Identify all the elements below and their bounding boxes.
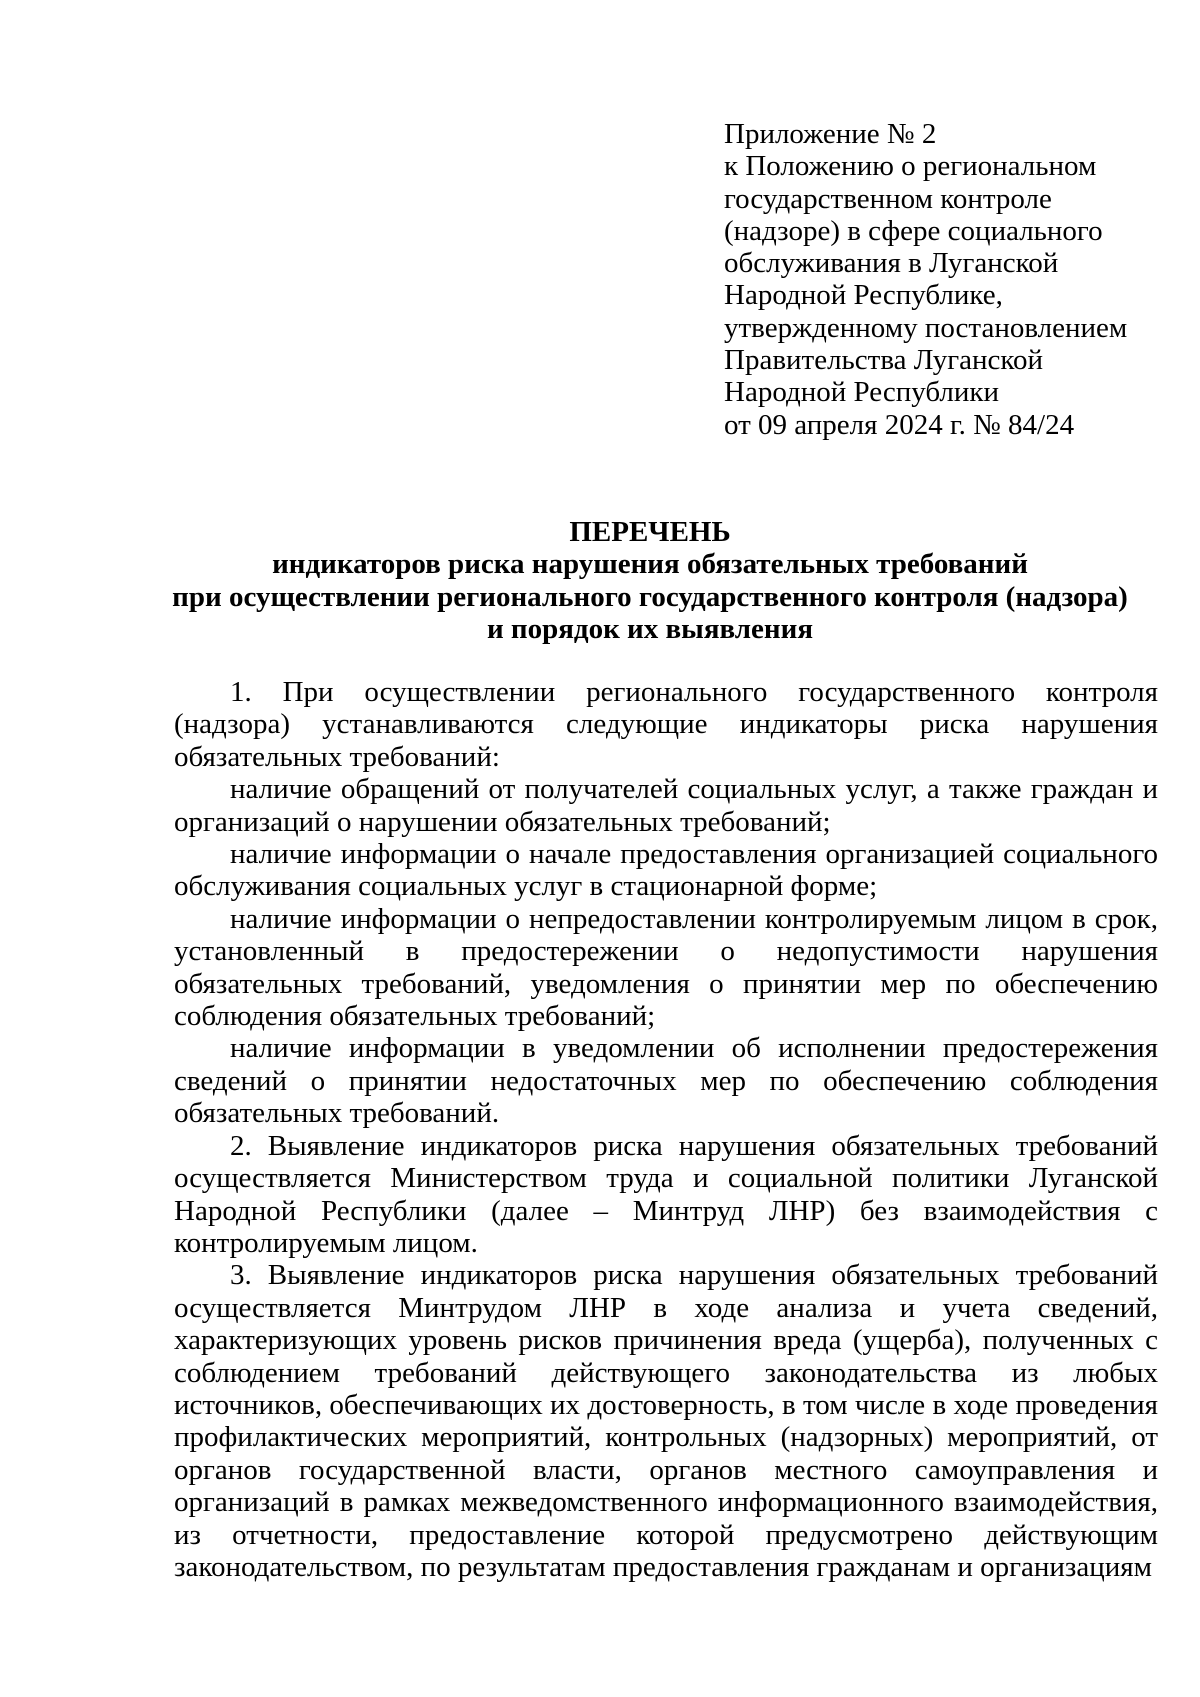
paragraph: наличие информации в уведомлении об исполнении предостережения сведений о принятии недостаточных мер по обеспечению соблюдения обязательных требований. [174,1032,1158,1130]
paragraph: 2. Выявление индикаторов риска нарушения обязательных требований осуществляется Министерством труда и социальной политики Луганской Народной Республики (далее – Минтруд ЛНР) без взаимодействия с контролируемым лицом. [174,1129,1158,1259]
appendix-header [724,118,1184,441]
paragraph: 3. Выявление индикаторов риска нарушения обязательных требований осуществляется Минтрудом ЛНР в ходе анализа и учета сведений, характеризующих уровень рисков причинения вреда (ущерба), полученных с соблюдением требований действующего законодательства из любых источников, обеспечивающих их достоверность, в том числе в ходе проведения профилактических мероприятий, контрольных (надзорных) мероприятий, от органов государственной власти, органов местного самоуправления и организаций в рамках межведомственного информационного взаимодействия, из отчетности, предоставление которой предусмотрено действующим законодательством, по результатам предоставления гражданам и организациям [174,1259,1158,1583]
title-line: и порядок их выявления [486,612,814,645]
title-line: при осуществлении регионального государственного контроля (надзора) [172,580,1128,613]
document-title [150,516,1150,645]
appendix-line: утвержденному постановлением [724,311,1128,344]
title-line: ПЕРЕЧЕНЬ [569,516,731,548]
appendix-line: государственном контроле [724,182,1052,215]
document-body [174,676,1158,1583]
appendix-line: Приложение № 2 [724,118,937,150]
appendix-line: Народной Республике, [724,279,1003,312]
appendix-line: Правительства Луганской [724,344,1043,377]
paragraph: наличие информации о начале предоставления организацией социального обслуживания социальных услуг в стационарной форме; [174,838,1158,903]
appendix-line: обслуживания в Луганской [724,247,1059,280]
paragraph: наличие обращений от получателей социальных услуг, а также граждан и организаций о нарушении обязательных требований; [174,773,1158,838]
paragraph: наличие информации о непредоставлении контролируемым лицом в срок, установленный в предостережении о недопустимости нарушения обязательных требований, уведомления о принятии мер по обеспечению соблюдения обязательных требований; [174,902,1158,1033]
paragraph: 1. При осуществлении регионального государственного контроля (надзора) устанавливаются следующие индикаторы риска нарушения обязательных требований: [174,676,1158,773]
appendix-line: от 09 апреля 2024 г. № 84/24 [724,408,1075,441]
appendix-line: (надзоре) в сфере социального [724,214,1103,247]
appendix-line: к Положению о региональном [724,150,1097,183]
appendix-line: Народной Республики [724,376,1000,409]
title-line: индикаторов риска нарушения обязательных требований [272,548,1028,581]
